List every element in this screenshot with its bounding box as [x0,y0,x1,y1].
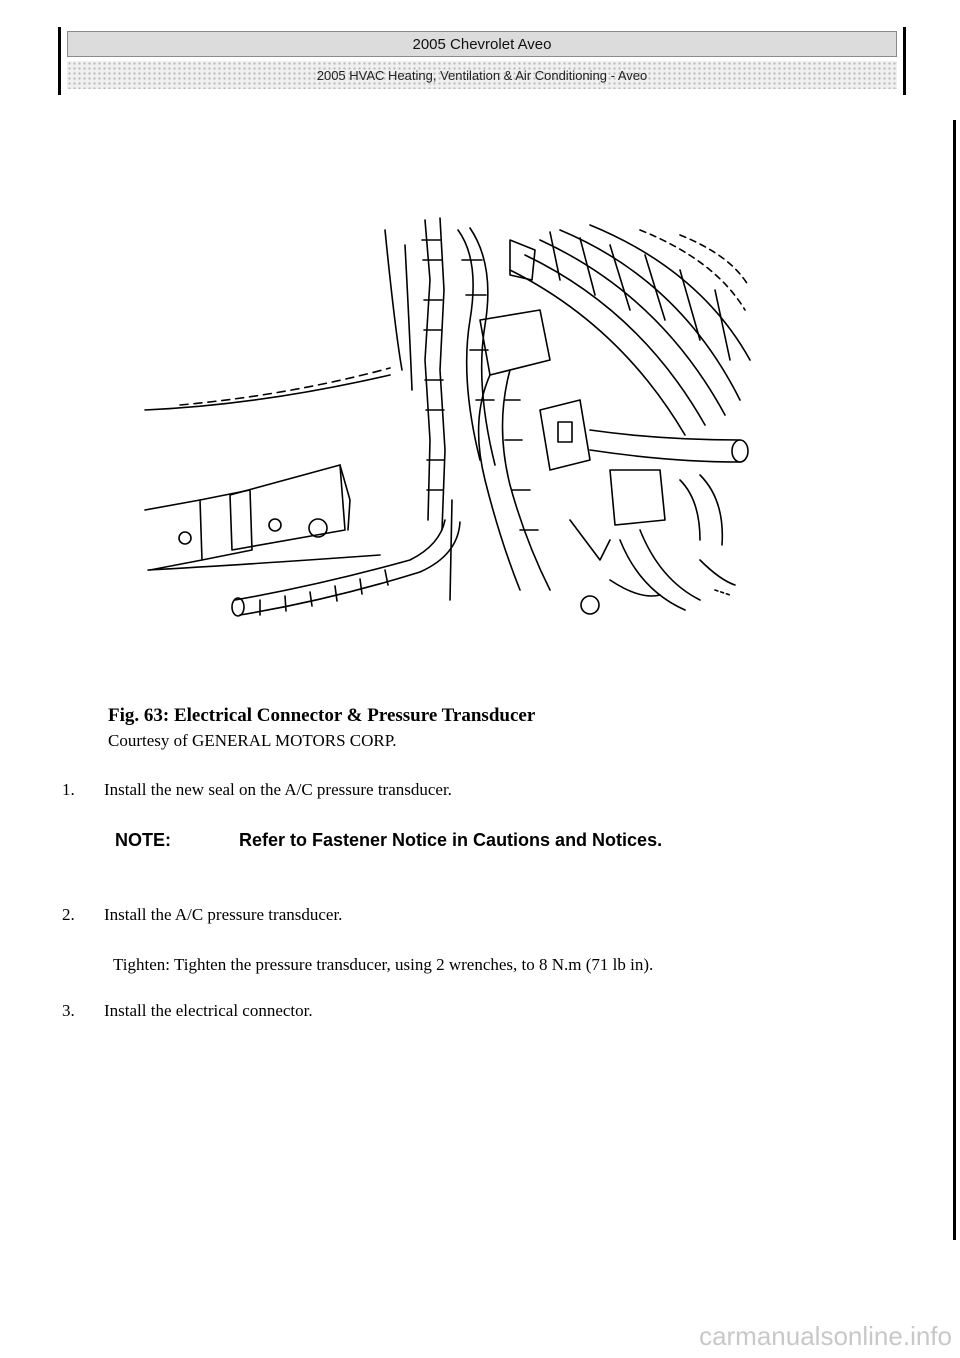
step-number: 2. [62,905,75,924]
step-number: 1. [62,780,75,799]
step-text: Install the electrical connector. [104,1001,313,1020]
document-subtitle: 2005 HVAC Heating, Ventilation & Air Conditioning - Aveo [67,61,897,89]
engine-bay-illustration [140,200,760,640]
figure-courtesy: Courtesy of GENERAL MOTORS CORP. [108,731,397,750]
procedure-step [62,905,342,925]
figure-caption [108,703,535,753]
note-label: NOTE: [115,830,171,850]
procedure-step [62,780,452,800]
document-title: 2005 Chevrolet Aveo [67,31,897,57]
right-margin-rule [953,120,956,1240]
step-text: Install the A/C pressure transducer. [104,905,343,924]
torque-spec: Tighten: Tighten the pressure transducer, using 2 wrenches, to 8 N.m (71 lb in). [113,955,654,974]
step-number: 3. [62,1001,75,1020]
step-text: Install the new seal on the A/C pressure transducer. [104,780,452,799]
procedure-step [62,1001,313,1021]
watermark: carmanualsonline.info [699,1321,952,1351]
note-text: Refer to Fastener Notice in Cautions and Notices. [239,830,663,850]
note-block [115,828,715,852]
page-header [58,27,906,95]
figure-title: Fig. 63: Electrical Connector & Pressure Transducer [108,705,536,726]
